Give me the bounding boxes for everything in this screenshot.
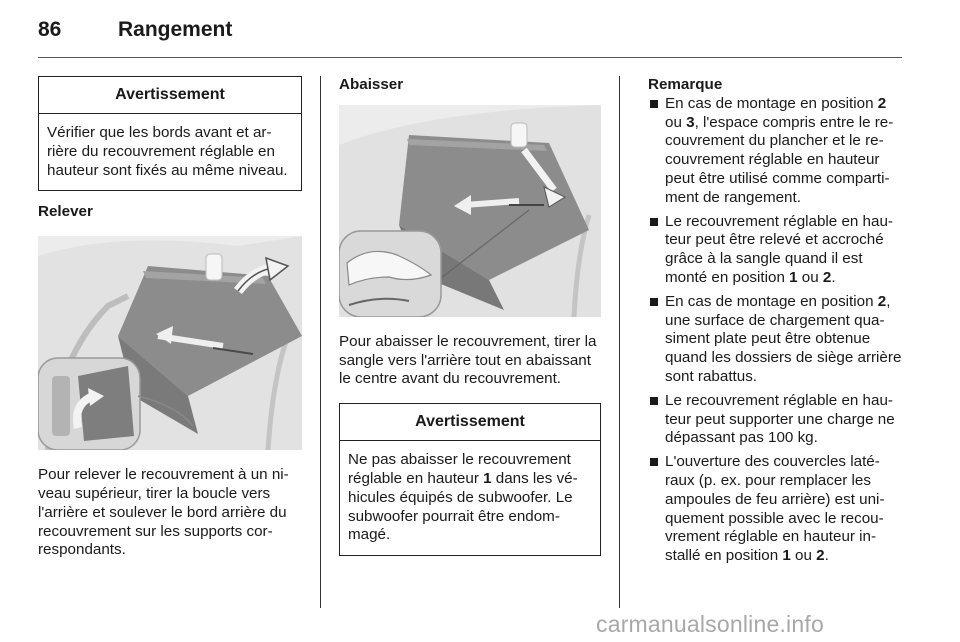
caption-raise: Pour relever le recouvrement à un niveau supérieur, tirer la boucle vers l'arrière et soulever le bord arrière du recouvrement sur les supports correspondants.	[38, 466, 289, 559]
warning-title-subwoofer: Avertissement	[340, 404, 600, 441]
watermark: carmanualsonline.info	[596, 611, 824, 637]
list-item: En cas de montage en position 2, une surface de chargement quasiment plate peut être obtenue quand les dossiers de siège arrière sont rabattus.	[648, 293, 904, 387]
column-divider-right	[619, 76, 620, 608]
list-item: Le recouvrement réglable en hauteur peut supporter une charge ne dépassant pas 100 kg.	[648, 392, 904, 448]
figure-lower-cover	[339, 105, 601, 317]
header-divider	[38, 57, 902, 58]
right-column	[648, 76, 904, 571]
list-item: Le recouvrement réglable en hauteur peut être relevé et accroché grâce à la sangle quand il est monté en position 1 ou 2.	[648, 213, 904, 288]
page-number: 86	[38, 18, 62, 41]
warning-box-level	[38, 76, 302, 191]
warning-box-subwoofer	[339, 403, 601, 556]
list-item: L'ouverture des couvercles latéraux (p. ex. pour remplacer les ampoules de feu arrière) est uniquement possible avec le recouvrement réglable en hauteur installé en position 1 ou 2.	[648, 453, 904, 566]
figure-raise-cover	[38, 236, 302, 450]
middle-column	[339, 76, 601, 556]
subhead-lower: Abaisser	[339, 76, 404, 93]
left-column	[38, 76, 302, 560]
warning-title: Avertissement	[39, 77, 301, 114]
column-divider-left	[320, 76, 321, 608]
warning-text: Vérifier que les bords avant et arrière du recouvrement réglable en hauteur sont fixés au même niveau.	[47, 124, 288, 179]
page-title: Rangement	[118, 18, 233, 41]
subhead-raise: Relever	[38, 203, 93, 221]
caption-lower: Pour abaisser le recouvrement, tirer la sangle vers l'arrière tout en abaissant le centre avant du recouvrement.	[339, 332, 597, 388]
note-title: Remarque	[648, 76, 723, 93]
warning-text-subwoofer: Ne pas abaisser le recouvrement réglable en hauteur 1 dans les véhicules équipés de subwoofer. Le subwoofer pourrait être endommagé.	[348, 451, 578, 544]
list-item: En cas de montage en position 2 ou 3, l'espace compris entre le recouvrement du plancher et le recouvrement réglable en hauteur peut être utilisé comme compartiment de rangement.	[648, 95, 904, 208]
note-list	[648, 95, 904, 566]
